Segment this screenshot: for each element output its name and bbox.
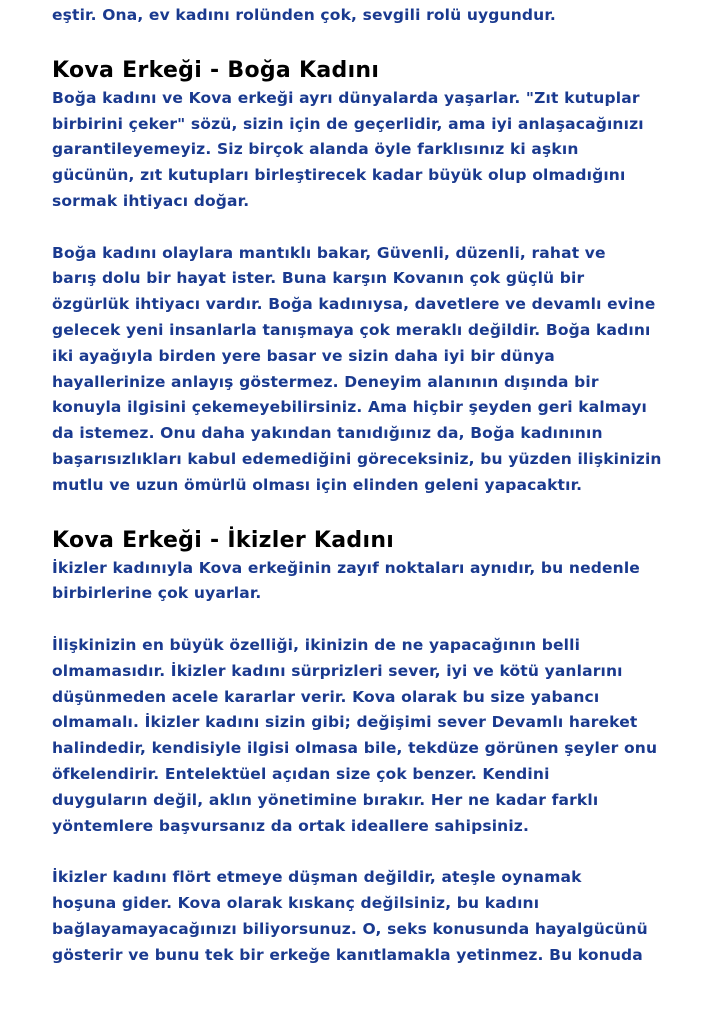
text-line: sormak ihtiyacı doğar. <box>52 191 250 210</box>
text-line: İlişkinizin en büyük özelliği, ikinizin de ne yapacağının belli <box>52 635 581 654</box>
text-line: da istemez. Onu daha yakından tanıdığınız da, Boğa kadınının <box>52 424 603 443</box>
text-line: hoşuna gider. Kova olarak kıskanç değilsiniz, bu kadını <box>52 893 540 912</box>
text-line: iki ayağıyla birden yere basar ve sizin daha iyi bir dünya <box>52 346 555 365</box>
text-line: duyguların değil, aklın yönetimine bırakır. Her ne kadar farklı <box>52 790 599 809</box>
text-line: eştir. Ona, ev kadını rolünden çok, sevgili rolü uygundur. <box>52 6 556 24</box>
text-line: düşünmeden acele kararlar verir. Kova olarak bu size yabancı <box>52 687 600 706</box>
text-line: gücünün, zıt kutupları birleştirecek kadar büyük olup olmadığını <box>52 166 626 185</box>
text-line: olmamasıdır. İkizler kadını sürprizleri sever, iyi ve kötü yanlarını <box>52 661 623 680</box>
text-line: Boğa kadını olaylara mantıklı bakar, Güvenli, düzenli, rahat ve <box>52 243 606 262</box>
paragraph <box>52 633 712 839</box>
text-line: garantileyemeyiz. Siz birçok alanda öyle farklısınız ki aşkın <box>52 140 579 159</box>
text-line: İkizler kadınıyla Kova erkeğinin zayıf noktaları aynıdır, bu nedenle <box>52 558 640 577</box>
paragraph <box>52 241 712 499</box>
paragraph <box>52 556 712 608</box>
text-line: birbirini çeker" sözü, sizin için de geçerlidir, ama iyi anlaşacağınızı <box>52 114 644 133</box>
text-line: barış dolu bir hayat ister. Buna karşın Kovanın çok güçlü bir <box>52 269 585 288</box>
text-line: özgürlük ihtiyacı vardır. Boğa kadınıysa, davetlere ve devamlı evine <box>52 295 656 314</box>
text-line: hayallerinize anlayış göstermez. Deneyim alanının dışında bir <box>52 372 599 391</box>
section-heading: Kova Erkeği - İkizler Kadını <box>52 527 395 553</box>
text-line: başarısızlıkları kabul edemediğini göreceksiniz, bu yüzden ilişkinizin <box>52 449 662 468</box>
text-line: konuyla ilgisini çekemeyebilirsiniz. Ama hiçbir şeyden geri kalmayı <box>52 398 647 417</box>
document-page <box>52 0 712 968</box>
section-heading: Kova Erkeği - Boğa Kadını <box>52 57 380 83</box>
paragraph <box>52 865 712 968</box>
text-line: yöntemlere başvursanız da ortak ideallere sahipsiniz. <box>52 816 530 835</box>
text-line: bağlayamayacağınızı biliyorsunuz. O, seks konusunda hayalgücünü <box>52 919 648 938</box>
text-line: İkizler kadını flört etmeye düşman değildir, ateşle oynamak <box>52 868 582 887</box>
text-line: gelecek yeni insanlarla tanışmaya çok meraklı değildir. Boğa kadını <box>52 320 651 339</box>
text-line: birbirlerine çok uyarlar. <box>52 584 262 603</box>
text-line: mutlu ve uzun ömürlü olması için elinden geleni yapacaktır. <box>52 475 583 494</box>
text-line: gösterir ve bunu tek bir erkeğe kanıtlamakla yetinmez. Bu konuda <box>52 945 643 964</box>
text-line: Boğa kadını ve Kova erkeği ayrı dünyalarda yaşarlar. "Zıt kutuplar <box>52 88 640 107</box>
text-line: öfkelendirir. Entelektüel açıdan size çok benzer. Kendini <box>52 764 550 783</box>
text-line: halindedir, kendisiyle ilgisi olmasa bile, tekdüze görünen şeyler onu <box>52 739 658 758</box>
text-line: olmamalı. İkizler kadını sizin gibi; değişimi sever Devamlı hareket <box>52 713 638 732</box>
paragraph <box>52 86 712 215</box>
